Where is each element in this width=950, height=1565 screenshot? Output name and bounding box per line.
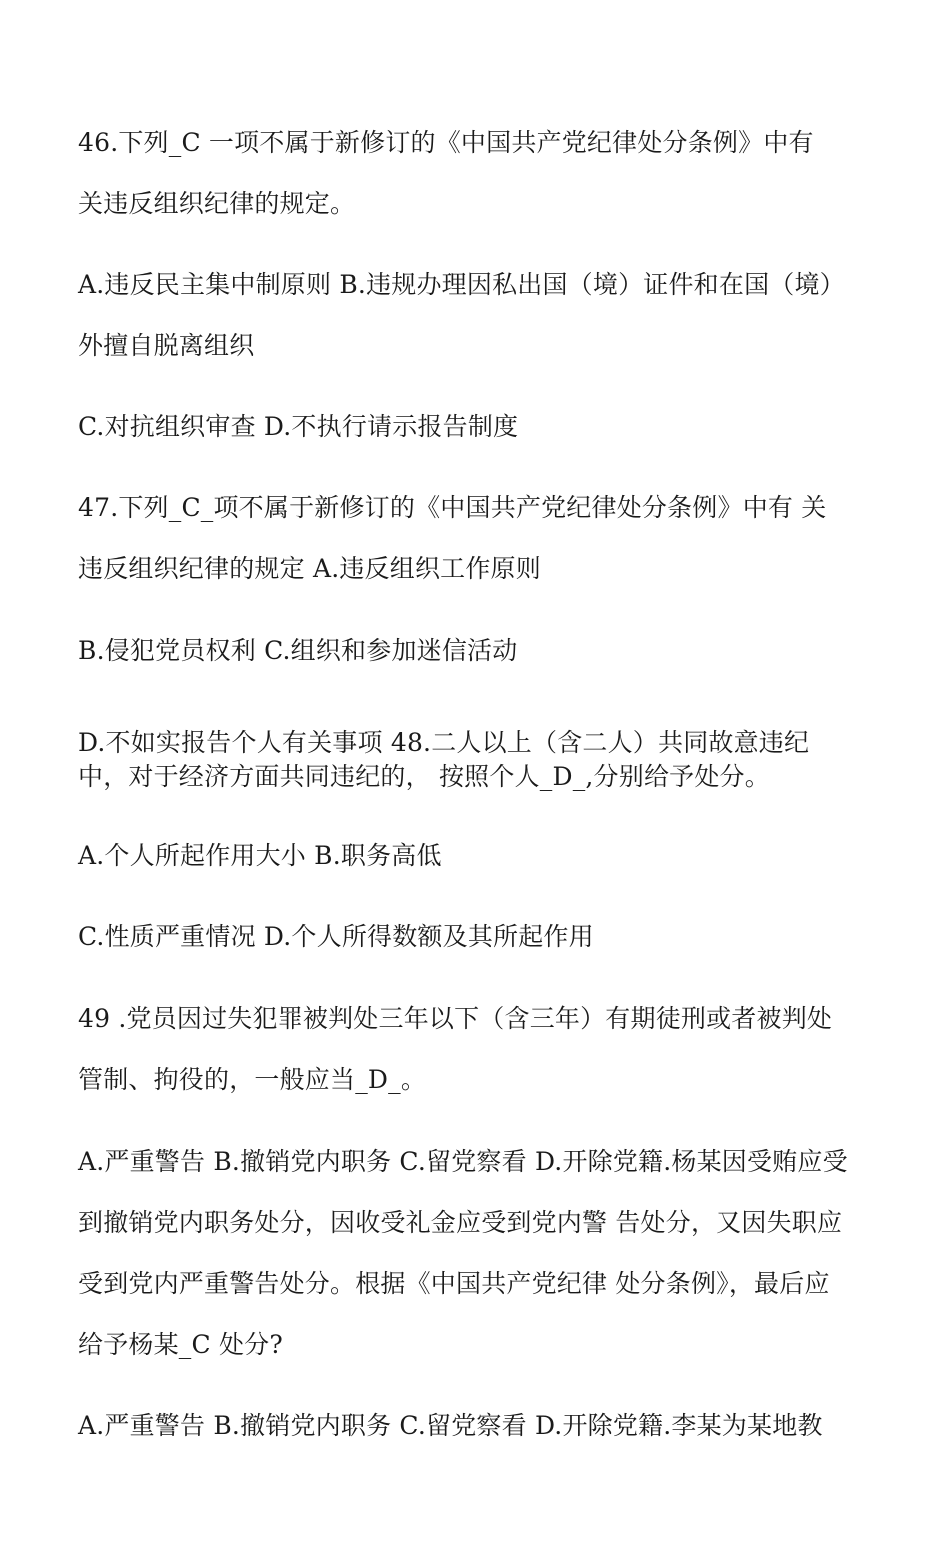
text-line-q50-stem-1: 到撤销党内职务处分，因收受礼金应受到党内警 告处分，又因失职应 [78,1208,843,1237]
text-line-q46-stem-1: 46.下列_C 一项不属于新修订的《中国共产党纪律处分条例》中有 [78,128,814,157]
text-line-q47-options-2: D.不如实报告个人有关事项 48.二人以上（含二人）共同故意违纪 [78,728,810,757]
text-line-q46-options-1: A.违反民主集中制原则 B.违规办理因私出国（境）证件和在国（境） [78,270,845,299]
text-line-q46-options-3: C.对抗组织审查 D.不执行请示报告制度 [78,412,519,441]
text-line-q47-stem-1: 47.下列_C_项不属于新修订的《中国共产党纪律处分条例》中有 关 [78,493,827,522]
text-line-q49-options: A.严重警告 B.撤销党内职务 C.留党察看 D.开除党籍.杨某因受贿应受 [78,1147,848,1176]
text-line-q48-options-2: C.性质严重情况 D.个人所得数额及其所起作用 [78,922,594,951]
text-line-q49-stem-2: 管制、拘役的，一般应当_D_。 [78,1065,427,1094]
text-line-q50-stem-3: 给予杨某_C 处分? [78,1330,283,1359]
text-line-q48-options-1: A.个人所起作用大小 B.职务高低 [78,841,442,870]
text-line-q50-options: A.严重警告 B.撤销党内职务 C.留党察看 D.开除党籍.李某为某地教 [78,1411,823,1440]
text-line-q48-stem: 中，对于经济方面共同违纪的， 按照个人_D_,分别给予处分。 [78,762,770,791]
text-line-q50-stem-2: 受到党内严重警告处分。根据《中国共产党纪律 处分条例》，最后应 [78,1269,830,1298]
text-line-q49-stem-1: 49 .党员因过失犯罪被判处三年以下（含三年）有期徒刑或者被判处 [78,1004,833,1033]
text-line-q46-stem-2: 关违反组织纪律的规定。 [78,189,356,218]
text-line-q47-options-1: B.侵犯党员权利 C.组织和参加迷信活动 [78,636,518,665]
text-line-q46-options-2: 外擅自脱离组织 [78,331,255,360]
text-line-q47-stem-2: 违反组织纪律的规定 A.违反组织工作原则 [78,554,541,583]
